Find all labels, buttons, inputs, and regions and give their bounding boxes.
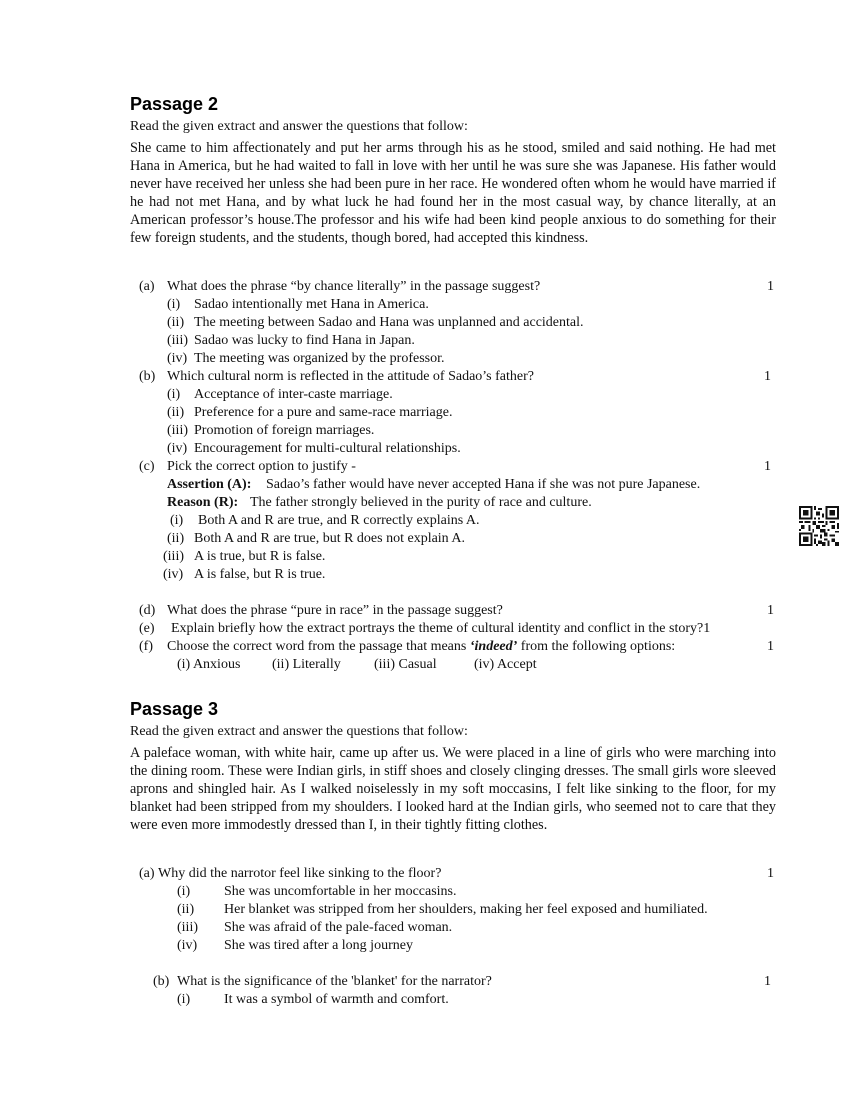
- question-text: Why did the narrotor feel like sinking to the floor?: [158, 866, 442, 881]
- option-number: (iv): [167, 441, 188, 456]
- passage-2-heading: Passage 2: [130, 94, 219, 114]
- assertion-label: Assertion (A):: [167, 477, 252, 492]
- option-number: (iii): [167, 333, 188, 348]
- option-number: (i): [170, 513, 184, 528]
- option-text: A is true, but R is false.: [194, 549, 326, 564]
- option-number: (ii): [167, 405, 185, 420]
- question-text-start: Choose the correct word from the passage that means: [167, 639, 470, 654]
- question-mark: 1: [767, 603, 774, 618]
- question-number: (b): [153, 974, 170, 989]
- option-number: (iii): [163, 549, 184, 564]
- question-mark: 1: [764, 459, 771, 474]
- reason-label: Reason (R):: [167, 495, 239, 510]
- qr-code-icon: [799, 506, 839, 546]
- question-text: What does the phrase “pure in race” in the passage suggest?: [167, 603, 503, 618]
- question-number: (c): [139, 459, 155, 474]
- question-text: What is the significance of the 'blanket' for the narrator?: [177, 974, 492, 989]
- passage-2-text: She came to him affectionately and put her arms through his as he stood, smiled and said nothing. He had met Hana in America, but he had waited to fall in love with her until he was sure she was Japanese. His father would never have received her unless she had been pure in her race. He wondered often whom he would have married if he had not met Hana, and by what luck he had found her in the most casual way, by chance literally, at an American professor’s house.The professor and his wife had been kind people anxious to do something for their few foreign students, and the students, though bored, had accepted this kindness.: [130, 140, 776, 246]
- option-text: A is false, but R is true.: [194, 567, 326, 582]
- passage-3-text: A paleface woman, with white hair, came up after us. We were placed in a line of girls who were marching into the dining room. These were Indian girls, in stiff shoes and closely clinging dresses. The small girls wore sleeved aprons and shingled hair. As I walked noiselessly in my soft moccasins, I felt like sinking to the floor, for my blanket had been stripped from my shoulders. I looked hard at the Indian girls, who seemed not to care that they were even more immodestly dressed than I, in their tightly fitting clothes.: [130, 745, 776, 833]
- question-text: What does the phrase “by chance literally” in the passage suggest?: [167, 279, 541, 294]
- word-option: (i) Anxious: [177, 657, 241, 672]
- option-text: She was afraid of the pale-faced woman.: [224, 920, 453, 935]
- option-number: (i): [177, 884, 191, 899]
- question-text-end: from the following options:: [517, 639, 676, 654]
- question-number: (e): [139, 621, 155, 636]
- option-text: It was a symbol of warmth and comfort.: [224, 992, 449, 1007]
- question-number: (f): [139, 639, 153, 654]
- target-word: ‘indeed’: [469, 639, 518, 654]
- option-text: Preference for a pure and same-race marriage.: [194, 405, 453, 420]
- option-text: Sadao was lucky to find Hana in Japan.: [194, 333, 415, 348]
- reason-text: The father strongly believed in the purity of race and culture.: [250, 495, 592, 510]
- question-text: Pick the correct option to justify -: [167, 459, 356, 474]
- question-text: Which cultural norm is reflected in the attitude of Sadao’s father?: [167, 369, 534, 384]
- question-number: (d): [139, 603, 156, 618]
- question-number: (b): [139, 369, 156, 384]
- option-text: Both A and R are true, but R does not explain A.: [194, 531, 466, 546]
- option-number: (i): [167, 387, 181, 402]
- option-number: (iii): [167, 423, 188, 438]
- option-text: She was uncomfortable in her moccasins.: [224, 884, 457, 899]
- question-mark: 1: [764, 369, 771, 384]
- option-number: (iv): [167, 351, 188, 366]
- word-option: (ii) Literally: [272, 657, 341, 672]
- option-text: Her blanket was stripped from her shoulders, making her feel exposed and humiliated.: [224, 902, 708, 917]
- word-option: (iii) Casual: [374, 657, 437, 672]
- option-number: (ii): [167, 531, 185, 546]
- passage-3-heading: Passage 3: [130, 699, 219, 719]
- option-number: (i): [167, 297, 181, 312]
- word-option: (iv) Accept: [474, 657, 537, 672]
- option-number: (iii): [177, 920, 198, 935]
- question-number: (a): [139, 866, 155, 881]
- option-text: Promotion of foreign marriages.: [194, 423, 375, 438]
- option-number: (iv): [163, 567, 184, 582]
- question-mark: 1: [764, 974, 771, 989]
- question-number: (a): [139, 279, 155, 294]
- passage-3-instruction: Read the given extract and answer the questions that follow:: [130, 724, 468, 739]
- option-text: Sadao intentionally met Hana in America.: [194, 297, 429, 312]
- question-mark: 1: [767, 866, 774, 881]
- option-text: Encouragement for multi-cultural relationships.: [194, 441, 461, 456]
- option-text: The meeting between Sadao and Hana was unplanned and accidental.: [194, 315, 584, 330]
- option-text: Both A and R are true, and R correctly explains A.: [198, 513, 480, 528]
- option-text: Acceptance of inter-caste marriage.: [194, 387, 393, 402]
- assertion-text: Sadao’s father would have never accepted Hana if she was not pure Japanese.: [266, 477, 701, 492]
- question-mark: 1: [767, 639, 774, 654]
- option-number: (ii): [177, 902, 195, 917]
- passage-2-instruction: Read the given extract and answer the questions that follow:: [130, 119, 468, 134]
- question-text: [167, 639, 675, 655]
- question-text: Explain briefly how the extract portrays the theme of cultural identity and conflict in the story?1: [171, 621, 711, 636]
- option-text: The meeting was organized by the professor.: [194, 351, 445, 366]
- option-number: (ii): [167, 315, 185, 330]
- option-text: She was tired after a long journey: [224, 938, 413, 953]
- option-number: (i): [177, 992, 191, 1007]
- question-mark: 1: [767, 279, 774, 294]
- option-number: (iv): [177, 938, 198, 953]
